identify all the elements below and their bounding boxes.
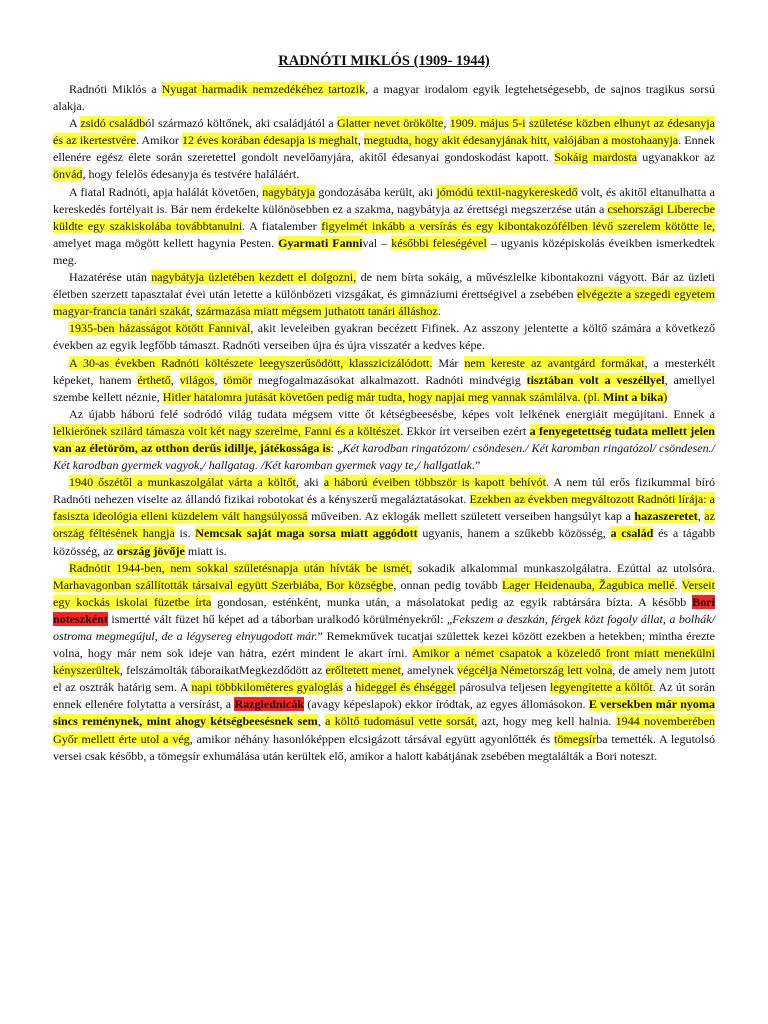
highlighted-text: a háború éveiben többször is kapott behívót	[323, 475, 546, 490]
text-run: a	[342, 680, 356, 695]
highlighted-text: a költő tudomásul vette sorsát,	[325, 714, 478, 729]
text-run: Hazatérése után	[69, 270, 152, 285]
highlighted-text: legyengítette a költőt	[550, 680, 653, 695]
highlighted-text: napi többkilométeres gyaloglás	[191, 680, 343, 695]
highlighted-text: tömör	[223, 372, 253, 387]
highlighted-text: hazaszeretet	[634, 509, 698, 524]
text-run: (avagy képeslapok) ekkor íródtak, az egyes állomásokon.	[304, 697, 589, 712]
highlighted-text: Nyugat harmadik nemzedékéhez tartozik	[161, 82, 366, 96]
text-run: – ugyanis középiskolás éveikben ismerkedtek meg.	[53, 235, 715, 267]
text-run: ,	[170, 372, 180, 387]
highlighted-text: születése közben elhunyt az édesanyja és az ikertestvére	[53, 116, 716, 148]
text-run: ”	[474, 458, 481, 473]
text-run: . Ekkor írt verseiben ezért	[400, 423, 530, 438]
highlighted-text: Radnótit 1944-ben, nem sokkal születésnapja után hívták be ismét,	[69, 560, 413, 575]
text-run: azt, hogy meg kell halnia.	[477, 714, 616, 729]
text-run: sokadik alkalommal munkaszolgálatra. Ezúttal az utolsóra.	[412, 560, 715, 575]
highlighted-text: Mint a bika	[602, 389, 664, 404]
highlighted-text: 1909. május 5-i	[449, 116, 526, 131]
text-run: , felszámolták táboraikatMegkezdődött az	[119, 663, 326, 678]
text-run: , aki	[295, 475, 324, 490]
highlighted-text: Sokáig mardosta	[554, 150, 638, 165]
highlighted-text: A 30-as években Radnóti költészete leegyszerűsödött, klasszicizálódott.	[69, 355, 433, 370]
highlighted-text: Gyarmati Fanni	[278, 235, 363, 250]
highlighted-text: E versekben már nyoma sincs reménynek, mint ahogy kétségbeesésnek sem	[53, 697, 716, 729]
text-run: ,	[317, 714, 326, 729]
paragraph	[53, 560, 715, 765]
text-run: . Ennek ellenére egész élete során szeretettel gondolt nevelőanyjára, akitől édesanyai gondoskodást kapott.	[53, 133, 715, 165]
highlighted-text: 12 éves korában édesapja is meghalt	[181, 133, 358, 148]
text-run: ,	[357, 133, 364, 148]
text-run: volt, és akitől eltanulhatta a kereskedés fortélyait is. Bár nem érdekelte különösebben ez a szakma, nagybátyja az érettségi megszerzése után a	[53, 184, 715, 216]
text-run: . Az út során ennek ellenére folytatta a versírást, a	[53, 680, 716, 712]
highlighted-text: erőltetett menet	[325, 663, 401, 678]
highlighted-text: Glatter nevet örökölte	[336, 116, 444, 131]
text-run: , a mesterkélt képeket, hanem	[53, 355, 716, 387]
text-run: . Amikor	[136, 133, 182, 148]
highlighted-text: végcélja Németország lett volna	[457, 663, 613, 678]
highlighted-text: nem kereste az avantgárd formákat	[464, 355, 645, 370]
text-run: Két karodban ringatózom/ csöndesen./ Két karomban ringatózol/ csöndesen./ Két karodban gyermek vagyok,/ hallgatag. /Két karomban gyermek vagy te,/ hallgatlak.	[53, 440, 715, 473]
text-run: miatt is.	[184, 543, 227, 558]
paragraph	[53, 320, 715, 354]
highlighted-text: Nemcsak saját maga sorsa miatt aggódott	[195, 526, 418, 541]
text-run: .	[674, 577, 682, 592]
paragraph	[53, 406, 715, 474]
highlighted-text: Lager Heidenauba, Žagubica mellé	[501, 577, 675, 592]
text-run: , onnan pedig tovább	[393, 577, 502, 592]
text-run: A	[69, 116, 81, 131]
text-run: ugyanakkor az	[637, 150, 715, 165]
text-run: ismertté vált füzet hű képet ad a táborban uralkodó körülményekről: „	[107, 611, 453, 626]
highlighted-text: 1944 novemberében Győr mellett érte utol a vég	[53, 714, 715, 746]
highlighted-text: )	[663, 389, 668, 404]
highlighted-text: lelkierőnek szilárd támasza volt két nagy szerelme, Fanni és a költészet	[53, 423, 401, 438]
text-run: , amikor néhány hasonlóképpen elcsigázott társával együtt agyonlőtték és	[189, 731, 555, 746]
highlighted-text: zsidó családb	[80, 116, 146, 131]
highlighted-text: Hitler hatalomra jutását követően pedig már tudta, hogy napjai meg vannak számlálva. (pl.	[162, 389, 603, 404]
highlighted-text: 1935-ben házasságot kötött Fannival	[69, 321, 251, 336]
paragraph	[53, 184, 715, 269]
text-run: de nem bírta sokáig, a művészlelke kibontakozni vágyott. Bár az üzleti életben szerzett tapasztalat évei után letette a különbözeti vizsgákat, és gimnáziumi érettségivel a zsebében	[53, 270, 716, 302]
text-run: , de amely nem jutott el az osztrák határig sem. A	[53, 663, 715, 695]
text-run: amelyet maga mögött kellett hagynia Pesten.	[53, 235, 279, 250]
text-run: , a magyar irodalom egyik legtehetségesebb, de sajnos tragikus sorsú alakja.	[53, 82, 716, 114]
highlighted-text: jómódú textil-nagykereskedő	[436, 184, 578, 199]
text-run: gondosan, esténként, munka után, a másolatokat pedig az egyik rabtársára bízta. A később	[211, 594, 693, 609]
paragraph	[53, 81, 715, 115]
highlighted-text: későbbi feleségével	[391, 235, 487, 250]
text-run: ,	[697, 509, 705, 524]
text-run: és a tágabb közösség, az	[53, 526, 716, 558]
text-run: megfogalmazásokat alkalmazott. Radnóti mindvégig	[252, 372, 527, 387]
highlighted-text: Ezekben az években megváltozott Radnóti lírája: a fasiszta ideológia elleni küzdelem vált hangsúlyossá	[53, 492, 715, 524]
highlighted-text: hideggel és éhséggel	[355, 680, 456, 695]
highlighted-text: 1940 őszétől a munkaszolgálat várta a költőt	[69, 475, 296, 490]
text-run: párosulva teljesen	[455, 680, 550, 695]
text-run: A fiatal Radnóti, apja halálát követően,	[69, 184, 263, 199]
text-run: ,	[443, 116, 450, 131]
highlighted-text: figyelmét inkább a versírás és egy kibontakozófélben lévő szerelem kötötte le,	[321, 218, 716, 233]
text-run: Fekszem a deszkán, férgek közt fogoly állat, a bolhák/ ostroma megmegújul, de a légysereg elnyugodott már.	[53, 611, 715, 643]
paragraph	[53, 269, 715, 320]
highlighted-text: önvád	[53, 167, 83, 182]
text-run: , amelynek	[400, 663, 458, 678]
text-run: . A nem túl erős fizikummal bíró Radnóti nehezen viselte az állandó fizikai robotokat és a kényszerű megaláztatásokat.	[53, 475, 715, 507]
highlighted-text: megtudta, hogy akit édesanyjának hitt, valójában a mostohaanyja	[363, 133, 679, 148]
paragraph	[53, 355, 715, 406]
highlighted-text: nagybátyja	[262, 184, 316, 199]
text-run: , amellyel szembe kellett néznie,	[53, 372, 716, 404]
text-run: gondozásába került, aki	[315, 184, 437, 199]
text-run: , akit leveleiben gyakran becézett Fifinek. Az asszony jelentette a költő számára a következő években az egyik legfőbb támaszt. Radnóti verseiben újra és újra visszatér a kedves képe.	[53, 321, 715, 353]
highlighted-text: a fenyegetettség tudata mellett jelen van az életöröm, az otthon derűs idillje, játékossága is	[53, 423, 715, 455]
text-run: Az újabb háború felé sodródó világ tudata mégsem vitte őt kétségbeesésbe, képes volt lelkének energiáit megújítani. Ennek a	[69, 406, 715, 421]
text-run: : „	[330, 440, 343, 455]
highlighted-text: érthető	[137, 372, 171, 387]
text-run: val –	[362, 235, 392, 250]
text-run: ,	[214, 372, 224, 387]
highlighted-text: tömegsír	[554, 731, 597, 746]
text-run: ugyanis, hanem a szűkebb közösség,	[417, 526, 611, 541]
highlighted-text: Bori noteszként	[53, 594, 715, 626]
highlighted-text: csehországi Liberecbe küldte egy szakiskolába továbbtanulni	[53, 201, 716, 233]
title-years: (1909- 1944)	[409, 53, 490, 69]
text-run: műveiben. Az eklogák mellett született verseiben hangsúlyt kap a	[307, 509, 635, 524]
paragraph	[53, 474, 715, 559]
highlighted-text: Marhavagonban szállították társaival együtt Szerbiába, Bor községbe	[53, 577, 394, 592]
text-run: .	[437, 304, 441, 319]
highlighted-text: Amikor a német csapatok a közeledő front miatt menekülni kényszerültek	[53, 646, 715, 678]
title-name: RADNÓTI MIKLÓS	[278, 53, 410, 69]
paragraph	[53, 115, 715, 183]
text-run: Már	[432, 355, 465, 370]
highlighted-text: az ország féltésének hangja	[53, 509, 715, 541]
text-run: ba temették. A legutolsó versei csak később, a tömegsír exhumálása után kerültek elő, amikor a halott kabátjának zsebében megtalálták a Bori noteszt.	[53, 731, 715, 763]
text-run: ,	[189, 304, 196, 319]
highlighted-text: ország jövője	[116, 543, 185, 558]
page-title	[0, 53, 768, 70]
highlighted-text: nagybátyja üzletében kezdett el dolgozni,	[151, 270, 357, 285]
highlighted-text: a család	[610, 526, 654, 541]
text-run: ól származó költőnek, aki családjától a	[145, 116, 337, 131]
highlighted-text: Razglednicák	[234, 697, 305, 712]
document-body	[53, 81, 715, 765]
text-run: ” Remekművek tucatjai születtek kezei között ezekben a hetekben; mintha érezte volna, hogy már nem sok ideje van hátra, ezért mindent le akart írni.	[53, 629, 715, 661]
highlighted-text: elvégezte a szegedi egyetem magyar-francia tanári szakát	[53, 287, 715, 319]
text-run: . A fiatalember	[242, 218, 322, 233]
highlighted-text: Verseit egy kockás iskolai füzetbe írta	[53, 577, 715, 609]
text-run: Radnóti Miklós a	[69, 82, 162, 96]
highlighted-text: világos	[179, 372, 215, 387]
text-run: , hogy felelős édesanyja és testvére haláláért.	[82, 167, 300, 182]
highlighted-text: tisztában volt a veszéllyel	[526, 372, 665, 387]
text-run: is.	[174, 526, 196, 541]
highlighted-text: származása miatt mégsem juthatott tanári álláshoz	[195, 304, 438, 319]
